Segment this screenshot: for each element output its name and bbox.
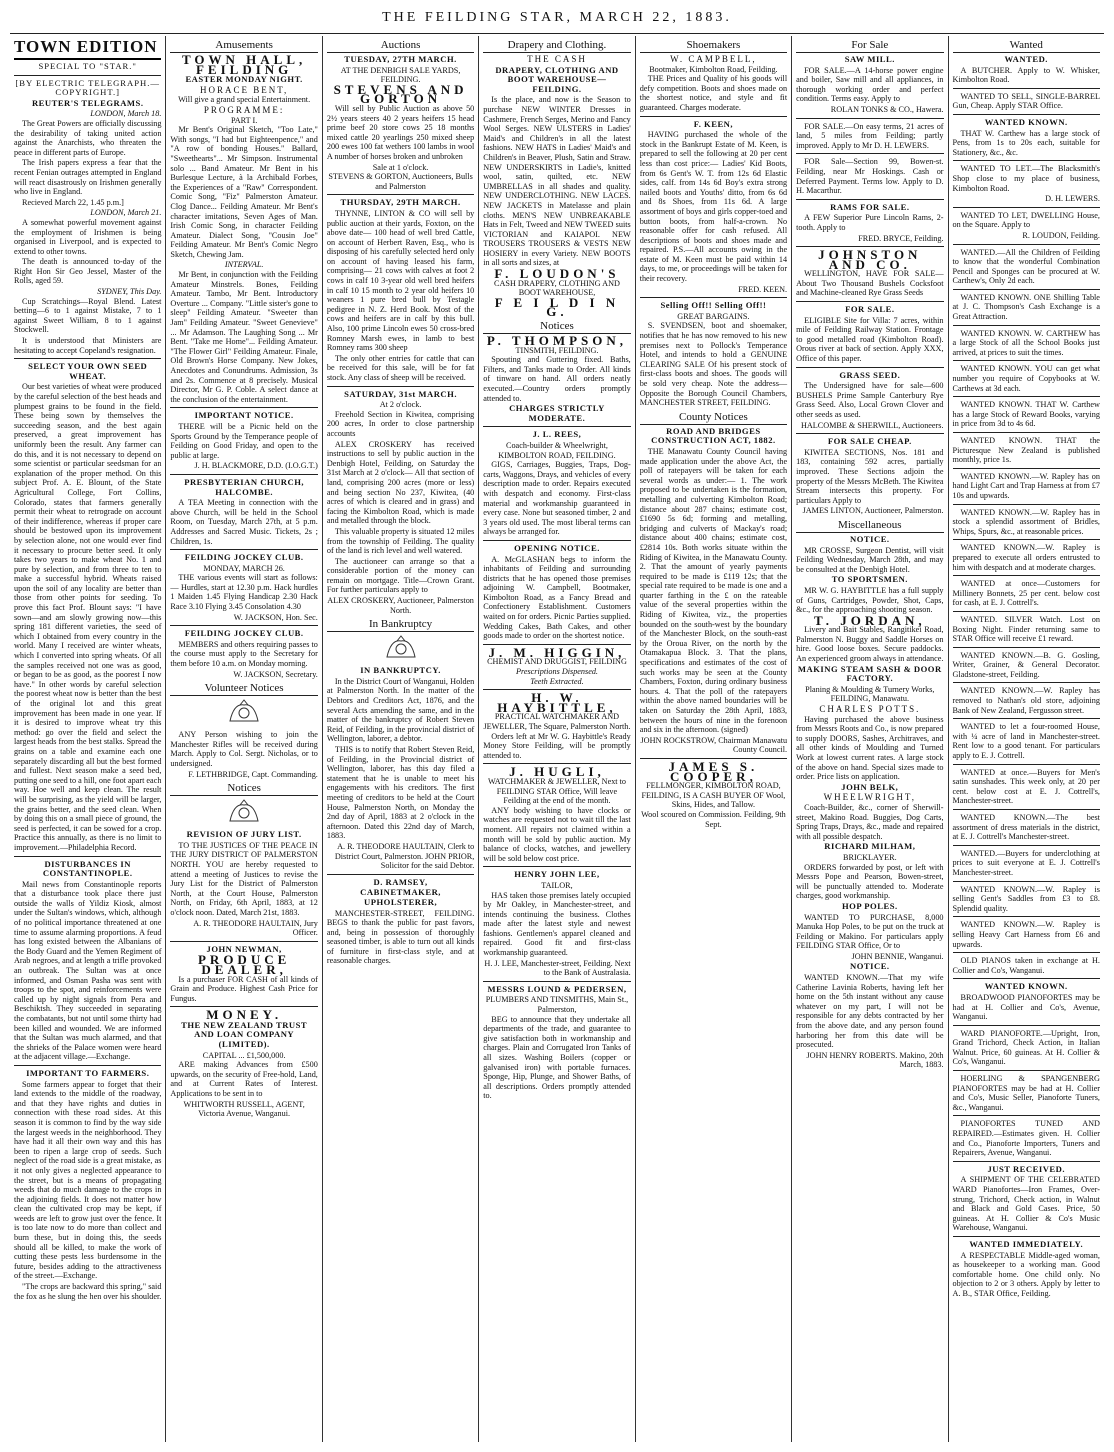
ad-text: THE Prices and Quality of his goods will defy competition. Boots and shoes made on the shortest notice, and style and fit guaranteed. Charges moderate. — [639, 74, 788, 112]
ad-title: JUST RECEIVED. — [987, 1163, 1065, 1174]
ad-subtitle: BRICKLAYER. — [843, 852, 897, 862]
auction-time: Sale at 1 o'clock. — [372, 162, 429, 172]
ad-text: Will give a grand special Entertainment. — [178, 95, 311, 105]
signature: D. H. LEWERS. — [1045, 194, 1100, 204]
ad-title: FOR SALE. — [845, 304, 895, 315]
ad-text: MANCHESTER-STREET, FEILDING. BEGS to thank the public for past favors, and, being in possession of thoroughly seasoned timber, is able to turn out all kinds of furniture in first-class style, and at reasonable charges. — [326, 908, 475, 966]
news-paragraph: The death is announced to-day of the Right Hon Sir Geo Jessel, Master of the Rolls, aged 59. — [14, 257, 162, 286]
ad-title: GRASS SEED. — [839, 369, 901, 380]
auction-text: Will sell by Public Auction as above 50 2½ years steers 40 2 years heifers 15 head prime beef 20 store cows 25 18 months mixed cattle 20 yearlings 250 mixed sheep 200 ewes 100 fat wethers 100 lambs in wool A number of horses broken and unbroken — [326, 103, 475, 161]
wanted-ad: WANTED KNOWN.—B. G. Gosling, Writer, Grainer, & General Decorator. Gladstone-street, Feilding. — [952, 650, 1100, 679]
article-body: "The crops are backward this spring," said the fox as he slung the hen over his shoulder. — [14, 1282, 162, 1301]
auction-date: TUESDAY, 27TH MARCH. — [344, 54, 457, 64]
ad-subtitle: PRACTICAL WATCHMAKER AND JEWELLER, The Square, Palmerston North. — [483, 712, 631, 731]
auctioneer-name: STEVENS AND GORTON — [333, 81, 468, 107]
royal-crest-icon — [226, 799, 262, 827]
wanted-ad: BROADWOOD PIANOFORTES may be had at H. Collier and Co's, Avenue, Wanganui. — [952, 992, 1100, 1022]
programme-label: PROGRAMME: — [203, 104, 285, 115]
ad-subtitle: CASH DRAPERY, CLOTHING AND BOOT WAREHOUSE, — [494, 278, 620, 298]
column-6 — [792, 36, 948, 1442]
auction-text: Freehold Section in Kiwitea, comprising 200 acres, In order to close partnership accounts — [326, 409, 475, 438]
section-header: Volunteer Notices — [170, 682, 317, 696]
news-paragraph: The Irish papers express a fear that the recent Fenian outrages attempted in England will react disastrously on Irishmen generally who live in England. — [14, 158, 162, 197]
wanted-ad: WANTED KNOWN.—The best assortment of dress materials in the district, at E. J. Cottrell's Manchester-street. — [952, 813, 1100, 842]
auction-text: The auctioneer can arrange so that a considerable portion of the money can remain on mortgage. Title—Crown Grant. For further particulars apply to — [326, 556, 475, 595]
signature: HALCOMBE & SHERWILL, Auctioneers. — [800, 420, 944, 430]
ad-text: GIGS, Carriages, Buggies, Traps, Dog-carts, Waggons, Drays, and vehicles of every description made to order. Repairs executed with despatch and economy. First-class material and workmanship guaranteed in every case. None but seasoned timber, 2 and 3 years old used. The most liberal terms can always be arranged for. — [483, 460, 631, 537]
signature: WHITWORTH RUSSELL, AGENT, Victoria Avenue, Wanganui. — [183, 1099, 305, 1119]
ad-title: P. THOMPSON, — [486, 333, 628, 349]
notice-heading: FEILDING JOCKEY CLUB. — [184, 552, 304, 563]
ad-subtitle: EASTER MONDAY NIGHT. — [185, 74, 303, 85]
ad-name: F. KEEN, — [693, 118, 734, 129]
ad-title: PRODUCE DEALER, — [197, 952, 291, 977]
ad-subtitle: PLUMBERS AND TINSMITHS, Main St., Palmerston, — [485, 995, 629, 1015]
capital-line: CAPITAL ... £1,500,000. — [202, 1050, 286, 1060]
news-paragraph: Cup Scratchings—Royal Blend. Latest betting—6 to 1 against Mistake, 7 to 1 against Sweet William, 8 to 1 against Stockwell. — [14, 296, 162, 335]
ad-name: JOHN BELK, — [841, 781, 899, 792]
ad-subtitle: Teeth Extracted. — [530, 676, 584, 686]
ad-text: ORDERS forwarded by post, or left with Messrs Pope and Pearson, Bowen-street, will be punctually attended to. Moderate charges, good workmanship. — [796, 862, 944, 901]
ad-title: WANTED IMMEDIATELY. — [969, 1238, 1084, 1249]
ad-subtitle: CHEMIST AND DRUGGIST, FEILDING — [487, 657, 627, 667]
ad-text: Spouting and Guttering fixed. Baths, Filters, and Tanks made to Order. All kinds of tinware on hand. All orders neatly executed.—Country orders promptly attended to. — [483, 355, 631, 403]
wanted-ad: OLD PIANOS taken in exchange at H. Collier and Co's, Wanganui. — [952, 956, 1100, 975]
ad-text: FOR Sale—Section 99, Bowen-st. Feilding, near Mr Hoskings. Cash or Deferred Payment. Terms low. Apply to D. H. Macarthur. — [796, 157, 944, 196]
ad-text: ELIGIBLE Site for Villa: 7 acres, within mile of Feilding Railway Station. Frontage to good metalled road (Kimbolton Road). Orous river at back of section. Apply XXX, Office of this paper. — [796, 315, 944, 364]
signature: H. J. LEE, Manchester-street, Feilding. Next to the Bank of Australasia. — [484, 958, 631, 978]
ad-text: Coach-Builder, &c., corner of Sherwill-street, Makino Road. Buggies, Dog Carts, Spring Traps, Drays, &c., made and repaired with all possible despatch. — [796, 802, 944, 841]
wanted-ad: WANTED at once.—Buyers for Men's satin sunshades. This week only, at 20 per cent. below cost at E. J. Cottrell's, Manchester-street. — [952, 767, 1100, 806]
ad-text: Livery and Bait Stables, Rangitikei Road, Palmerston N. Buggy and Saddle Horses on hire. Good loose boxes. Secure paddocks. An experienced groom always in attendance. — [796, 625, 944, 664]
special-to-star: SPECIAL TO "STAR." — [38, 61, 137, 71]
ad-title: MONEY. — [206, 1007, 283, 1023]
notice-text: MEMBERS and others requiring passes to the course must apply to the Secretary for them before 10 a.m. on Monday morning. — [170, 639, 318, 669]
notice-heading: OPENING NOTICE. — [514, 542, 600, 553]
ad-subtitle: FELLMONGER, KIMBOLTON ROAD, FEILDING, IS A CASH BUYER OF Wool, Skins, Hides, and Tallow. — [641, 781, 786, 810]
wanted-ad: THAT W. Carthew has a large stock of Pens, from 1s to 20s each, suitable for Stationery, &c., &c. — [952, 128, 1100, 157]
notice-heading: PRESBYTERIAN CHURCH, HALCOMBE. — [184, 476, 305, 497]
section-header: Notices — [170, 782, 317, 796]
notice-text: ANY Person wishing to join the Manchester Rifles will be received during March. Apply to Col. Sergt. Nicholas, or to undersigned. — [170, 730, 318, 768]
ad-text: Is the place, and now is the Season to purchase NEW WINTER Dresses in Cashmere, French Serges, Merino and Fancy Wool Serges. NEW ULSTERS in Ladies' Maid's and Children's in all the latest fashions. NEW HATS in Ladies' Maid's and Children's in Beaver, Plush, Satin and Straw. NEW UNDERSKIRTS in Ladie's, knitted wool, satin, quilted, etc. NEW UMBRELLAS in all shades and quality. NEW UNDERCLOTHING. NEW LACES. NEW JACKETS in Matelasse and plain cloths. MEN'S NEW UNBREAKABLE Hats in Felt, Tweed and NEW TWEED suits VICTORIAN and KAIAPOI. NEW TROUSERS TROUSERS & VESTS NEW HOSIERY in every Variety. NEW BOOTS in all sorts and sizes, at — [483, 95, 631, 268]
loudon-name: F. LOUDON'S — [494, 266, 620, 282]
wanted-ad: WANTED TO LET, DWELLING House, on the Square. Apply to — [952, 210, 1100, 230]
wanted-ad: WANTED KNOWN.—W. Rapley is selling Heavy Cart Harness from £6 and upwards. — [952, 920, 1100, 949]
section-header: Wanted — [953, 39, 1100, 53]
ad-subtitle: WATCHMAKER & JEWELLER, Next to FEILDING STAR Office, Will leave Feilding at the end of the month. — [487, 776, 626, 806]
ad-title: FOR SALE CHEAP. — [827, 436, 912, 447]
ad-text: Planing & Moulding & Turnery Works, FEILDING, Manawatu. — [805, 684, 935, 704]
ad-text: A FEW Superior Pure Lincoln Rams, 2-tooth. Apply to — [796, 213, 944, 232]
signature: FRED. BRYCE, Feilding. — [858, 233, 944, 243]
ad-text: Is a purchaser FOR CASH of all kinds of Grain and Produce. Highest Cash Price for Fungus. — [170, 974, 318, 1003]
ad-text: The Undersigned have for sale—600 BUSHELS Prime Sample Canterbury Rye Grass Seed. Also, Local Grown Clover and other seeds as used. — [796, 381, 944, 419]
signature: JOHN HENRY ROBERTS. Makino, 20th March, 1883. — [806, 1050, 944, 1070]
interval-label: INTERVAL. — [224, 260, 264, 270]
wanted-ad: WANTED KNOWN. W. CARTHEW has a large Stock of all the School Books just arrived, at prices to suit the times. — [952, 328, 1100, 357]
ad-title: WANTED. — [1004, 54, 1048, 64]
wanted-ad: WANTED TO SELL, SINGLE-BARREL Gun, Cheap. Apply STAR Office. — [952, 91, 1100, 111]
signature: W. JACKSON, Hon. Sec. — [233, 612, 318, 622]
notice-heading: FEILDING JOCKEY CLUB. — [184, 628, 304, 639]
ad-subtitle: Bootmaker, Kimbolton Road, Feilding. — [649, 64, 778, 74]
signature: JOHN ROCKSTROW, Chairman Manawatu County Council. — [640, 735, 788, 755]
ad-title: SAW MILL. — [844, 54, 895, 64]
royal-crest-icon — [226, 699, 262, 727]
signature: ALEX CROSKERY, Auctioneer, Palmerston North. — [327, 596, 474, 615]
section-header: Amusements — [170, 39, 317, 53]
signature: JOHN BENNIE, Wanganui. — [851, 951, 944, 961]
article-body: Mail news from Constantinople reports that a disturbance took place there just outside the walls of Yildiz Kiosk, almost under the Sultan's windows, which, although of no political importance threatened at one time to assume alarming proportions. A feud has long existed between the Albanians of the Body Guard and the Yemen Regiment of Arab negroes, and at length a trifle provoked an outbreak. The Sultan was at once informed, and Osman Pasha was sent with troops to the spot, and reinforcements were called up by night signals from Pera and Beschiktsh. They succeeded in separating the combatants, but not until some thirty had been killed and wounded. We are informed that the Sultan was much alarmed, and that the shrieks of the Palace women were heard at the adjacent village.—Exchange. — [14, 879, 162, 1062]
notice-heading: ROAD AND BRIDGES CONSTRUCTION ACT, 1882. — [651, 425, 776, 446]
ad-text: WANTED KNOWN.—That my wife Catherine Lavinia Roberts, having left her home on the 5th instant without any cause whatever on my part, I will not be responsible for any debts contracted by her from the above date, and any person found harboring her from this date will be prosecuted. — [796, 973, 944, 1050]
section-header: Miscellaneous — [796, 519, 943, 533]
ad-text: ANY body wishing to have clocks or watches are requested not to wait till the last moment. All repairs not claimed within a month will be sold by public auction. My balance of clocks, watches, and jewellery will be sold below cost price. — [483, 805, 631, 863]
ad-subtitle: DRAPERY, CLOTHING AND BOOT WAREHOUSE—FEILDING. — [495, 64, 619, 94]
town-name: F E I L D I N G. — [494, 294, 620, 320]
wanted-ad: WANTED KNOWN.—W. Rapley is selling Gent's Saddles from £3 to £8. Splendid quality. — [952, 884, 1100, 913]
ad-name: JOHN NEWMAN, — [206, 943, 282, 954]
ad-text: KIWITEA SECTIONS, Nos. 181 and 183, containing 592 acres, partially improved. These Sections adjoin the property of the Messrs McBeth. The Kiwitea Stream intersects this property. For particulars Apply to — [796, 447, 944, 505]
column-1 — [10, 36, 166, 1442]
ad-title: NOTICE. — [850, 961, 890, 972]
signature: ROLAN TONKS & CO., Hawera. — [830, 104, 944, 114]
ad-name: J. L. REES, — [532, 429, 582, 440]
ad-subtitle: THE NEW ZEALAND TRUST AND LOAN COMPANY (LIMITED). — [181, 1019, 308, 1050]
section-header: County Notices — [640, 411, 787, 425]
ad-title: T. JORDAN, — [814, 612, 926, 628]
news-paragraph: It is understood that Ministers are hesitating to accept Copeland's resignation. — [14, 336, 162, 355]
article-heading: IMPORTANT TO FARMERS. — [26, 1067, 150, 1078]
signature: A. R. THEODORE HAULTAIN, Clerk to District Court, Palmerston. JOHN PRIOR, Solicitor for the said Debtor. — [334, 841, 475, 871]
masthead: THE FEILDING STAR, MARCH 22, 1883. — [10, 10, 1104, 34]
wanted-ad: A RESPECTABLE Middle-aged woman, as housekeeper to a working man. Good comfortable home. One child only. No objection to 2 or 3 others. Apply by letter to A. B., STAR Office, Feilding. — [952, 1250, 1100, 1298]
signature: J. H. BLACKMORE, D.D. (I.O.G.T.) — [194, 461, 318, 471]
newspaper-columns — [10, 36, 1104, 1442]
section-header: Auctions — [327, 39, 474, 53]
signature: FRED. KEEN. — [738, 284, 788, 294]
notice-text: TO THE JUSTICES OF THE PEACE IN THE JURY DISTRICT OF PALMERSTON NORTH. YOU are hereby requested to attend a meeting of Justices to revise the Jury List for the District of Palmerston North, at the Court House, Palmerston North, on Friday, 6th April, 1883, at 12 o'clock noon. Dated, March 21st, 1883. — [170, 840, 318, 917]
notice-text: THE Manawatu County Council having made application under the above Act, the poll of ratepayers will be taken for each several words as under:— 1. The work proposed to be undertaken is the formation, metalling and culverting Kimbolton Road; distance about 287 chains; estimate cost, £1690 5s 6d; forming and metalling, bridging and culverts of Mackay's road; distance about 400 chains; estimate cost, £2814 10s. Both works situate within the Riding of Kiwitea, in the Manawatu County. 2. That the amount of yearly payments required to be made is £119 12s; that the special rate required to be made is one and a quarter farthing in the £ on the rateable value of the several properties within the Riding of Kiwitea, viz., the properties bounded on the south-west by the boundary of the Manchester Block, on the south-east by the Oroua River, on the north by the Otamakapua Block. 3. That the plans, specifications and estimates of the cost of such works may be seen at the County Chambers, Foxton, during ordinary business hours. 4. That the poll of the ratepayers within the above named boundaries will be taken on Saturday the 28th April, 1883, between the hours of nine in the forenoon and six in the afternoon. (signed) — [639, 446, 788, 735]
ad-title: W. CAMPBELL, — [670, 54, 757, 64]
wanted-ad: WARD PIANOFORTE.—Upright, Iron, Grand Trichord, Check Action, in Italian Walnut. Price, 60 guineas. At H. Collier & Co's, Wanganui. — [952, 1028, 1100, 1067]
ad-text: S. SVENDSEN, boot and shoemaker, notifies that he has now removed to his new premises next to Pollock's Temperance Hotel, and intends to hold a GENUINE CLEARING SALE Of his present stock of first-class boots and shoes. The goods will be sold very cheap. Note the address— Opposite the Borough Council Chambers, MANCHESTER STREET, FEILDING. — [639, 321, 788, 408]
ad-subtitle: GREAT BARGAINS. — [677, 311, 750, 321]
ad-title: JAMES S. COOPER, — [668, 758, 759, 784]
section-header: Drapery and Clothing. — [483, 39, 630, 53]
ad-text: Having purchased the above business from Messrs Roots and Co., is now prepared to supply DOORS, Sashes, Architraves, and all other kinds of Moulding and Turned Work at lowest current rates. A large stock of the above on hand. Special sizes made to order. Price lists on application. — [796, 714, 944, 782]
ad-subtitle: CABINETMAKER, UPHOLSTERER, — [360, 887, 441, 907]
ad-title: J. M. HIGGIN, — [488, 644, 626, 660]
part-label: PART I. — [230, 115, 258, 125]
notice-heading: IMPORTANT NOTICE. — [194, 410, 294, 421]
column-7 — [949, 36, 1104, 1442]
ad-text: A. McGLASHAN begs to inform the inhabitants of Feilding and surrounding districts that he has opened those premises adjoining W. Campbell, Bootmaker, Kimbolton Road, as a Fancy Bread and Confectionery Establishment. Customers waited on for orders. Picnic Parties supplied. Wedding Cakes, Bath Cakes, and other goods made to order on the shortest notice. — [483, 554, 631, 641]
column-5 — [636, 36, 792, 1442]
signature: F. LETHBRIDGE, Capt. Commanding. — [188, 769, 318, 779]
wanted-ad: WANTED KNOWN. THAT the Picturesque New Zealand is published monthly, price 1s. — [952, 436, 1100, 465]
wanted-ad: A BUTCHER. Apply to W. Whisker, Kimbolton Road. — [952, 65, 1100, 85]
wanted-ad: WANTED.—Buyers for underclothing at prices to suit everyone at E. J. Cottrell's Manchester-street. — [952, 848, 1100, 877]
ad-text: Wool scoured on Commission. Feilding, 9th Sept. — [641, 809, 786, 829]
ad-subtitle: TAILOR, — [541, 880, 573, 890]
ad-name: MESSRS LOUND & PEDERSEN, — [487, 983, 627, 994]
signature: A. R. THEODORE HAULTAIN, Jury Officer. — [193, 918, 318, 938]
ad-text: HAVING purchased the whole of the stock in the Bankrupt Estate of M. Keen, is prepared to sell the following at 20 per cent less than cost price:— Ladies' Kid Boots, from 6s Gent's W. T. from 12s 6d Elastic sides, calf. from 14s 6d Boy's extra strong nailed boots and Youths' ditto, from 6s 6d and 8s Shoes, from 11s 6d. A large assortment of boys and girls copper-toed and button boots, from half-a-crown. No reasonable offer for cash refused. All descriptions of boots and shoes made and repaired. P.S.—All accounts owing in the estate of M. Keen must be paid within 14 days, to me, or proceedings will be taken for their recovery. — [639, 130, 788, 284]
town-edition-title: TOWN EDITION — [14, 36, 161, 60]
news-paragraph: A somewhat powerful movement against the employment of Irishmen is being organised in Liverpool, and is expected to extend to other towns. — [14, 217, 162, 256]
notice-text: THERE will be a Picnic held on the Sports Ground by the Temperance people of Feilding on Good Friday, and open to the public at large. — [170, 421, 318, 460]
signature: STEVENS & GORTON, Auctioneers, Bulls and Palmerston — [328, 172, 473, 191]
notice-heading: REVISION OF JURY LIST. — [186, 829, 302, 840]
wanted-ad: WANTED KNOWN.—W. Rapley is prepared to execute all orders entrusted to him with despatch and at moderate charges. — [952, 543, 1100, 572]
ad-subtitle: Prescriptions Dispensed. — [515, 667, 598, 677]
wanted-ad: WANTED KNOWN.—W. Rapley has removed to Nathan's old store, adjoining Bank of New Zealand, Fergusson street. — [952, 686, 1100, 715]
signature: JAMES LINTON, Auctioneer, Palmerston. — [802, 506, 944, 516]
ad-text: MR CROSSE, Surgeon Dentist, will visit Feilding Wednesday, March 28th, and may be consulted at the Denbigh Hotel. — [796, 545, 944, 574]
ad-title: J. HUGLI, — [509, 764, 605, 780]
article-heading: SELECT YOUR OWN SEED WHEAT. — [28, 361, 148, 381]
ad-title: MAKING STEAM SASH & DOOR FACTORY. — [797, 663, 942, 684]
ad-subtitle: CHARGES STRICTLY MODERATE. — [509, 403, 605, 423]
ad-name: RICHARD MILHAM, — [824, 841, 916, 852]
dateline: SYDNEY, This Day. — [97, 287, 162, 297]
dateline: LONDON, March 21. — [90, 208, 162, 218]
auction-text: The only other entries for cattle that can be received for this sale, will be for fat stock. Any class of sheep will be received. — [326, 353, 475, 382]
section-header: In Bankruptcy — [327, 618, 474, 632]
ad-title: JOHNSTON AND CO. — [818, 247, 922, 272]
ad-name: CHARLES POTTS. — [819, 704, 921, 715]
ad-title: WANTED KNOWN. — [984, 116, 1068, 127]
wanted-ad: WANTED KNOWN. ONE Shilling Table at J. C. Thompson's Cash Exchange is a Great Attraction. — [952, 292, 1100, 322]
article-heading: DISTURBANCES IN CONSTANTINOPLE. — [42, 858, 133, 879]
ad-title: Selling Off!! Selling Off!! — [660, 300, 767, 311]
wanted-ad: WANTED KNOWN.—W. Rapley has in stock a splendid assortment of Bridles, Whips, Spurs, &c., at reasonable prices. — [952, 507, 1100, 536]
auction-time: At 2 o'clock. — [379, 400, 422, 410]
wanted-ad: WANTED KNOWN. YOU can get what number you require of Copybooks at W. Carthews at 3d each. — [952, 364, 1100, 393]
section-header: Shoemakers — [640, 39, 787, 53]
column-3 — [323, 36, 479, 1442]
ad-text: WANTED TO PURCHASE, 8,000 Manuka Hop Poles, to be put on the truck at Feilding or Makino. For particulars apply FEILDING STAR Office, Or to — [796, 912, 944, 951]
ad-name: HENRY JOHN LEE, — [514, 869, 600, 880]
notice-text: THE various events will start as follows:— Hurdles, start at 12.30 p.m. Hack hurdles 1 Maiden 1.45 Flying Handicap 2.30 Hack Race 3.10 Flying 3.45 Consolation 4.30 — [170, 573, 318, 612]
notice-text: THIS is to notify that Robert Steven Reid, of Feilding, in the Provincial district of Wellington, laborer, has this day filed a statement that he is unable to meet his engagements with his creditors. The first meeting of creditors to be held at the Court House, Palmerston North, on Monday the 2nd day of April, 1883 at 2 o'clock in the afternoon. Dated this 22nd day of March, 1883. — [326, 745, 475, 841]
article-body: Some farmers appear to forget that their land extends to the middle of the roadway, and that they have rights and duties in connection with these road sides. At this season it is common to find by the way side the largest weeds in the neighborhood. They have had it all their own way and this has been to ripen a large crop of seeds. Such neglect of the road side is a great mistake, as it not only gives a neglected appearance to the street, but is a means of propagating weeds that do much damage to the crops in the adjoining fields. It does not matter how clean the cultivated crop may be kept, if weeds are left to grow just over the fence. It is too late now to do more than collect and burn these, but in doing this, the seeds should all be killed, to make the work of cutting these pests less burdensome in the future, besides adding to the attractiveness of the street.—Exchange. — [14, 1079, 162, 1281]
auction-text: ALEX CROSKERY has received instructions to sell by public auction in the Denbigh Hotel, Feilding, on Saturday the 31st March at 2 o'clock— All that section of land, comprising 200 acres (more or less) and being section No 237, Kiwitea, (40 acres of which is cleared and in grass) and facing the Kimbolton Road, which is made and metalled through the block. — [326, 439, 475, 526]
notice-text: A TEA Meeting in connection with the above Church, will be held in the School Room, on Tuesday, March 27th, at 5 p.m. Addresses and Sacred Music. Tickets, 2s ; Children, 1s. — [170, 498, 318, 546]
section-header: For Sale — [796, 39, 943, 53]
signature: W. JACKSON, Secretary. — [233, 669, 318, 679]
auction-text: THYNNE, LINTON & CO will sell by public auction at their yards, Foxton, on the above date— 100 head of well bred Cattle, on account of Herbert Raven, Esq., who is disposing of his carefully selected herd only on account of having leased his farm, comprising— 21 cows with calves at foot 2 cows in calf 10 3-year old well bred heifers in calf 10 15 month to 2 year old heifers 10 weaners 1 pure bred bull by Testagle pedigree in N. Z. Herd Book. Most of the cows and heifers are in calf by this bull. Also, 100 prime Lincoln ewes 50 cross-bred Romney Marsh ewes, in lamb to best Romney rams 300 sheep — [326, 208, 475, 353]
ad-text: HAS taken those premises lately occupied by Mr Oakley, in Manchester-street, and intends continuing the business. Clothes made after the latest style and newest fashions. Gentlemen's apparel cleaned and repaired. Good fit and first-class workmanship guaranteed. — [483, 890, 631, 958]
royal-crest-icon — [383, 635, 419, 663]
ad-text: WELLINGTON, HAVE FOR SALE—About Two Thousand Bushels Cocksfoot and Machine-cleaned Rye Grass Seeds — [796, 269, 944, 298]
wanted-ad: WANTED TO LET.—The Blacksmith's Shop close to my place of business, Kimbolton Road. — [952, 164, 1100, 193]
signature: R. LOUDON, Feilding. — [1022, 230, 1100, 240]
ad-subtitle: Coach-builder & Wheelwright, KIMBOLTON ROAD, FEILDING. — [498, 440, 616, 460]
dateline: LONDON, March 18. — [90, 109, 162, 119]
ad-text: FOR SALE.—A 14-horse power engine and boiler, Saw mill and all appliances, in thorough working order and perfect condition. Terms easy. Apply to — [796, 65, 944, 104]
wanted-ad: WANTED at once—Customers for Millinery Bonnets, 25 per cent. below cost for cash, at E. J. Cottrell's. — [952, 579, 1100, 608]
notice-date: MONDAY, MARCH 26. — [203, 563, 285, 573]
received-line: Recieved March 22, 1.45 p.m.] — [22, 197, 124, 207]
wanted-ad: A SHIPMENT OF THE CELEBRATED WARD Pianofortes—Iron Frames, Over-strung, Trichord, Check action, in Walnut and Black and Gold Cases. Price, 50 guineas. At H. Collier & Co's Music Warehouse, Wanganui. — [952, 1175, 1100, 1233]
wanted-ad: HOERLING & SPANGENBERG PIANOFORTES may be had at H. Collier and Co's, Music Seller, Pianoforte Tuners, &c., Wanganui. — [952, 1074, 1100, 1112]
ad-text: ARE making Advances from £500 upwards, on the security of Free-hold, Land, and at Current Rates of Interest. Applications to be sent in to — [170, 1060, 318, 1099]
article-body: Our best varieties of wheat were produced by the careful selection of the best heads and plumpest grains to be found in the field. These being sown by themselves the succeeding season, and the best again preserved, a great improvement has uniformly been the result. Any farmer can do this, and it is not necessary to depend on some scientist or particular seedsman for an explanation of the proper method. On this subject Prof. A. E. Blount, of the State Agricultural College, Fort Collins, Colorado, states that farmers generally permit their wheat to retrograde on account of their indifference, whereas if proper care should be bestowed upon its improvement by selection alone, not one would ever find it necessary to procure better seed. It only takes two years to make wheat No. 1 and pure by selection, and from three to ten to make a successful hybrid. Wheats raised upon the soil of any locality are better than those from other points for seeding. To prove this fact Prof. Blount says: "I have sown—and am slowly growing now—this spring 181 different varieties, the seed of which I obtained from every country in the world. Many I received are winter wheats, which I converted into spring wheats. Of all the samples received not one was as good, or began to be as good, as the poorest I now have." In other words by careful selection the poorest wheat now is better than the best of the original lot and this great improvement has been made in one year. If it is desired to improve wheat try this method: go over the field and select the largest heads from the best stalks. Spread the grains on a table and examine each one separately discarding all but the best formed and fullest. Next season make a seed bed, putting one seed to a hill, one foot apart each way. Hoe well and keep clean. The result will be surprising, as the yield will be larger, the grains better, and the seed clean. When by doing this on a small piece of ground, the seed is perfected, it can be sowed for a crop. Practice this annually, as there is no limit to improvement.—Philadelphia Record. — [14, 382, 162, 852]
auction-text: This valuable property is situated 12 miles from the township of Feilding. The quality of the land is rich level and well watered. — [326, 526, 475, 556]
column-4 — [479, 36, 635, 1442]
ad-text: Orders left at Mr W. G. Haybittle's Ready Money Store Feilding, will be promptly attended to. — [483, 731, 631, 760]
wanted-ad: WANTED to let a four-roomed House, with ¼ acre of land in Manchester-street. Rent low to a good tenant. For particulars apply to E. J. Cottrell. — [952, 722, 1100, 761]
wanted-ad: WANTED.—All the Children of Feilding to know that the wonderful Combination Pencil and Sponges can be procured at W. Carthew's, Only 2d each. — [952, 247, 1100, 286]
ad-title: THE CASH — [527, 54, 587, 64]
wanted-ad: WANTED. SILVER Watch. Lost on Boxing Night. Finder returning same to STAR Office will receive £1 reward. — [952, 614, 1100, 644]
auction-date: SATURDAY, 31st MARCH. — [344, 388, 457, 399]
wanted-ad: WANTED KNOWN.—W. Rapley has on hand Light Cart and Trap Harness at from £7 10s and upwards. — [952, 471, 1100, 500]
column-2 — [166, 36, 322, 1442]
ad-title: H. W. HAYBITTLE, — [497, 690, 617, 715]
ad-title: HOP POLES. — [842, 900, 898, 911]
notice-heading: IN BANKRUPTCY. — [360, 665, 441, 676]
notice-text: In the District Court of Wanganui, Holden at Palmerston North. In the matter of the Debtors and Creditors Act, 1876, and the several Acts amending the same, and in the matter of the bankruptcy of Robert Steven Reid, of Feilding, in the provincial district of Wellington, laborer, a debtor. — [326, 676, 475, 744]
wanted-ad: PIANOFORTES TUNED AND REPAIRED.—Estimates given. H. Collier and Co., Pianoforte Importers, Tuners and Repairers, Avenue, Wanganui. — [952, 1119, 1100, 1158]
ad-text: FOR SALE.—On easy terms, 21 acres of land, 5 miles from Feilding; partly improved. Apply to Mr D. H. LEWERS. — [796, 121, 944, 150]
programme-text: Mr Bent, in conjunction with the Feilding Amateur Minstrels. Bones, Feilding Amateur. Tambo, Mr Bent. Introductory Overture ... Company. "Little sister's gone to sleep" Feilding Amateur. "Sweeter than Jam" Feilding Amateur. "Sweet Genevieve" ... Mr Adamson. The Laughing Song ... Mr Bent. "Take me Home"... Feilding Amateur. "The Flower Girl" Feilding Amateur. Finale, Old Brown's Horse Company. New Jokes, Anecdotes and Conundrums. Admission, 3s and 2s. Commence at 8 precisely. Musical Director, Mr G. P. Coble. A select dance at the conclusion of the entertainment. — [170, 270, 318, 404]
ad-text: BEG to announce that they undertake all departments of the trade, and guarantee to give satisfaction both in workmanship and charges. Plain and Corrugated Iron Tanks of all sizes. Washing Boilers (copper or galvanised iron) with portable furnaces. Sponge, Hip, Plunge, and Shower Baths, of all descriptions. Orders promptly attended to. — [483, 1014, 631, 1101]
programme-text: Mr Bent's Original Sketch, "Too Late," With songs, "I had but Eighteenpence," and "A row of bonding Houses." Ballard, "Sweethearts"... Mr Simpson. Instrumental solo ... Band Amateur. Mr Bent in his Burlesque Lecture, à la Archibald Forbes, the Experiences of a "Raw" Correspondent. Comic Song, "Fiz" Palmerston Amateur. Clog Dance... Feilding Amateur. Mr Bent's character imitations, Seven Ages of Man. Irish Comic Song, in character Feilding Amateur. Dialect Song, "Cousin Joe" Feilding Amateur. Mr Bent's Comic Negro Sketch, Chewing Jam. — [170, 125, 318, 259]
wanted-ad: WANTED KNOWN. THAT W. Carthew has a large Stock of Reward Books, varying in price from 3d to 4s 6d. — [952, 400, 1100, 429]
news-paragraph: The Great Powers are officially discussing the desirability of taking united action against the Anarchists, who threaten the peace in different parts of Europe. — [14, 118, 162, 157]
ad-name: HORACE BENT, — [199, 84, 289, 95]
section-header: Notices — [483, 320, 630, 334]
auction-date: THURSDAY, 29TH MARCH. — [340, 197, 461, 208]
byline: [BY ELECTRIC TELEGRAPH.—COPYRIGHT.] — [15, 77, 160, 98]
ad-title: NOTICE. — [850, 533, 890, 544]
ad-title: RAMS FOR SALE. — [830, 201, 910, 212]
auction-location: AT THE DENBIGH SALE YARDS, FEILDING. — [340, 65, 461, 85]
ad-subtitle: WHEELWRIGHT, — [823, 792, 917, 803]
ad-title: TO SPORTSMEN. — [831, 574, 908, 585]
ad-subtitle: TINSMITH, FEILDING. — [515, 345, 599, 355]
ad-text: MR W. G. HAYBITTLE has a full supply of Guns, Cartridges, Powder, Shot, Caps, &c., for the approaching shooting season. — [796, 585, 944, 615]
ad-name: D. RAMSEY, — [373, 876, 428, 887]
ad-title: WANTED KNOWN. — [984, 981, 1068, 992]
ad-title: TOWN HALL, FEILDING — [181, 52, 307, 77]
reuters-heading: REUTER'S TELEGRAMS. — [31, 97, 144, 108]
